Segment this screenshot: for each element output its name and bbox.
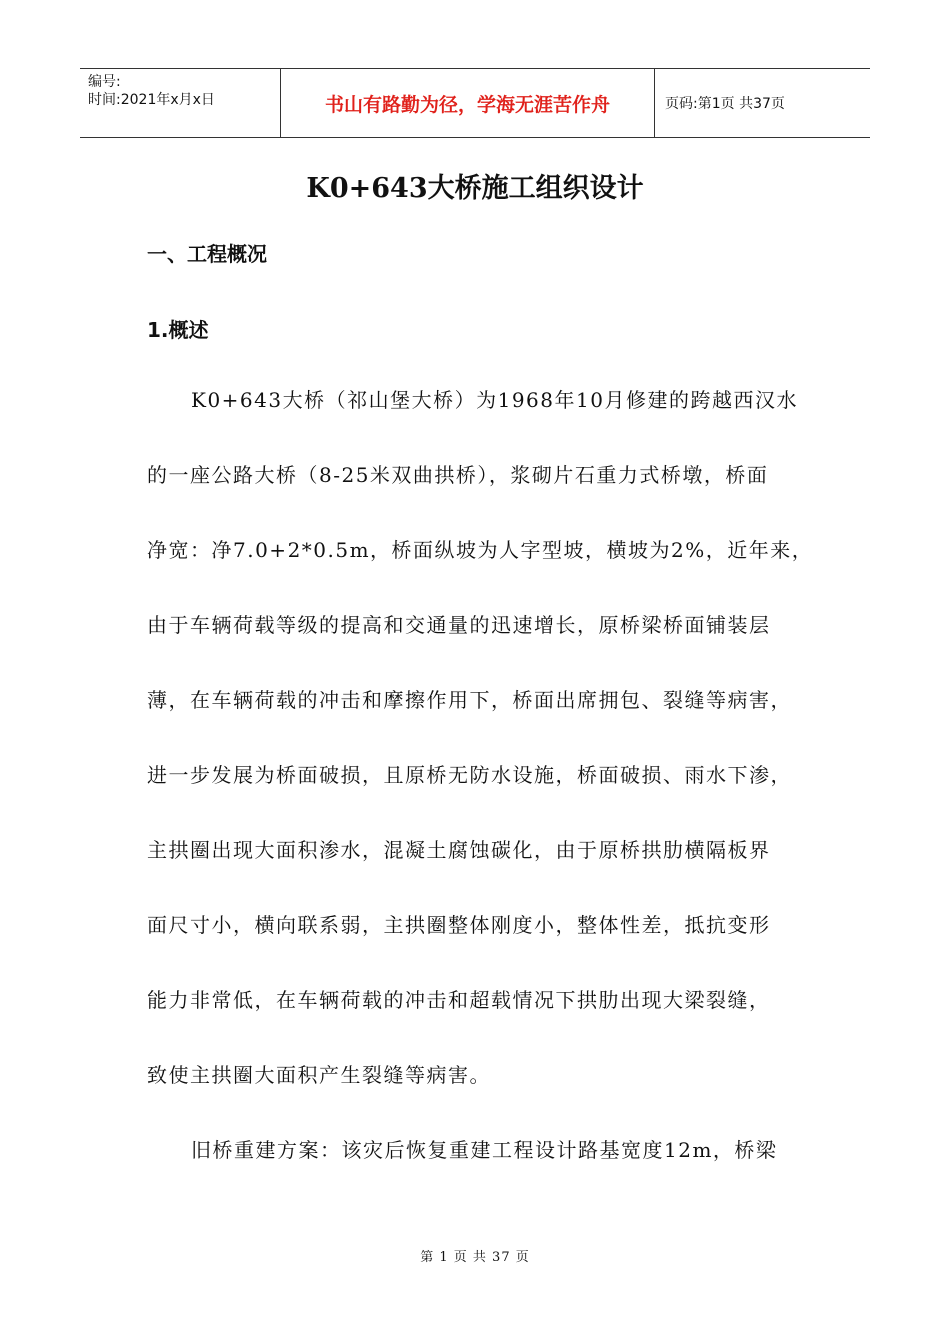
subsection-heading: 1.概述 xyxy=(147,318,209,342)
text-line: 旧桥重建方案：该灾后恢复重建工程设计路基宽度12m，桥梁 xyxy=(191,1138,778,1162)
text-line: 由于车辆荷载等级的提高和交通量的迅速增长，原桥梁桥面铺装层 xyxy=(147,613,771,637)
date-label: 时间:2021年x月x日 xyxy=(88,92,215,108)
text-line: 主拱圈出现大面积渗水，混凝土腐蚀碳化，由于原桥拱肋横隔板界 xyxy=(147,838,771,862)
header-page-info: 页码:第1页 共37页 xyxy=(665,96,785,112)
text-line: 面尺寸小，横向联系弱，主拱圈整体刚度小，整体性差，抵抗变形 xyxy=(147,913,771,937)
text-line: 的一座公路大桥（8-25米双曲拱桥），浆砌片石重力式桥墩，桥面 xyxy=(147,463,769,487)
header-meta xyxy=(80,69,280,137)
header-motto: 书山有路勤为径，学海无涯苦作舟 xyxy=(280,69,655,137)
body-paragraphs xyxy=(147,382,817,1207)
text-line: K0+643大桥（祁山堡大桥）为1968年10月修建的跨越西汉水 xyxy=(191,388,798,412)
page-footer: 第 1 页 共 37 页 xyxy=(420,1250,530,1265)
document-title: K0+643大桥施工组织设计 xyxy=(306,173,644,204)
number-label: 编号: xyxy=(88,74,121,90)
text-line: 进一步发展为桥面破损，且原桥无防水设施，桥面破损、雨水下渗， xyxy=(147,763,792,787)
text-line: 能力非常低，在车辆荷载的冲击和超载情况下拱肋出现大梁裂缝， xyxy=(147,988,771,1012)
text-line: 净宽：净7.0+2*0.5m，桥面纵坡为人字型坡，横坡为2%，近年来， xyxy=(147,538,814,562)
page-header xyxy=(80,68,870,138)
section-heading: 一、工程概况 xyxy=(147,242,267,266)
text-line: 致使主拱圈大面积产生裂缝等病害。 xyxy=(147,1063,491,1087)
text-line: 薄，在车辆荷载的冲击和摩擦作用下，桥面出席拥包、裂缝等病害， xyxy=(147,688,792,712)
